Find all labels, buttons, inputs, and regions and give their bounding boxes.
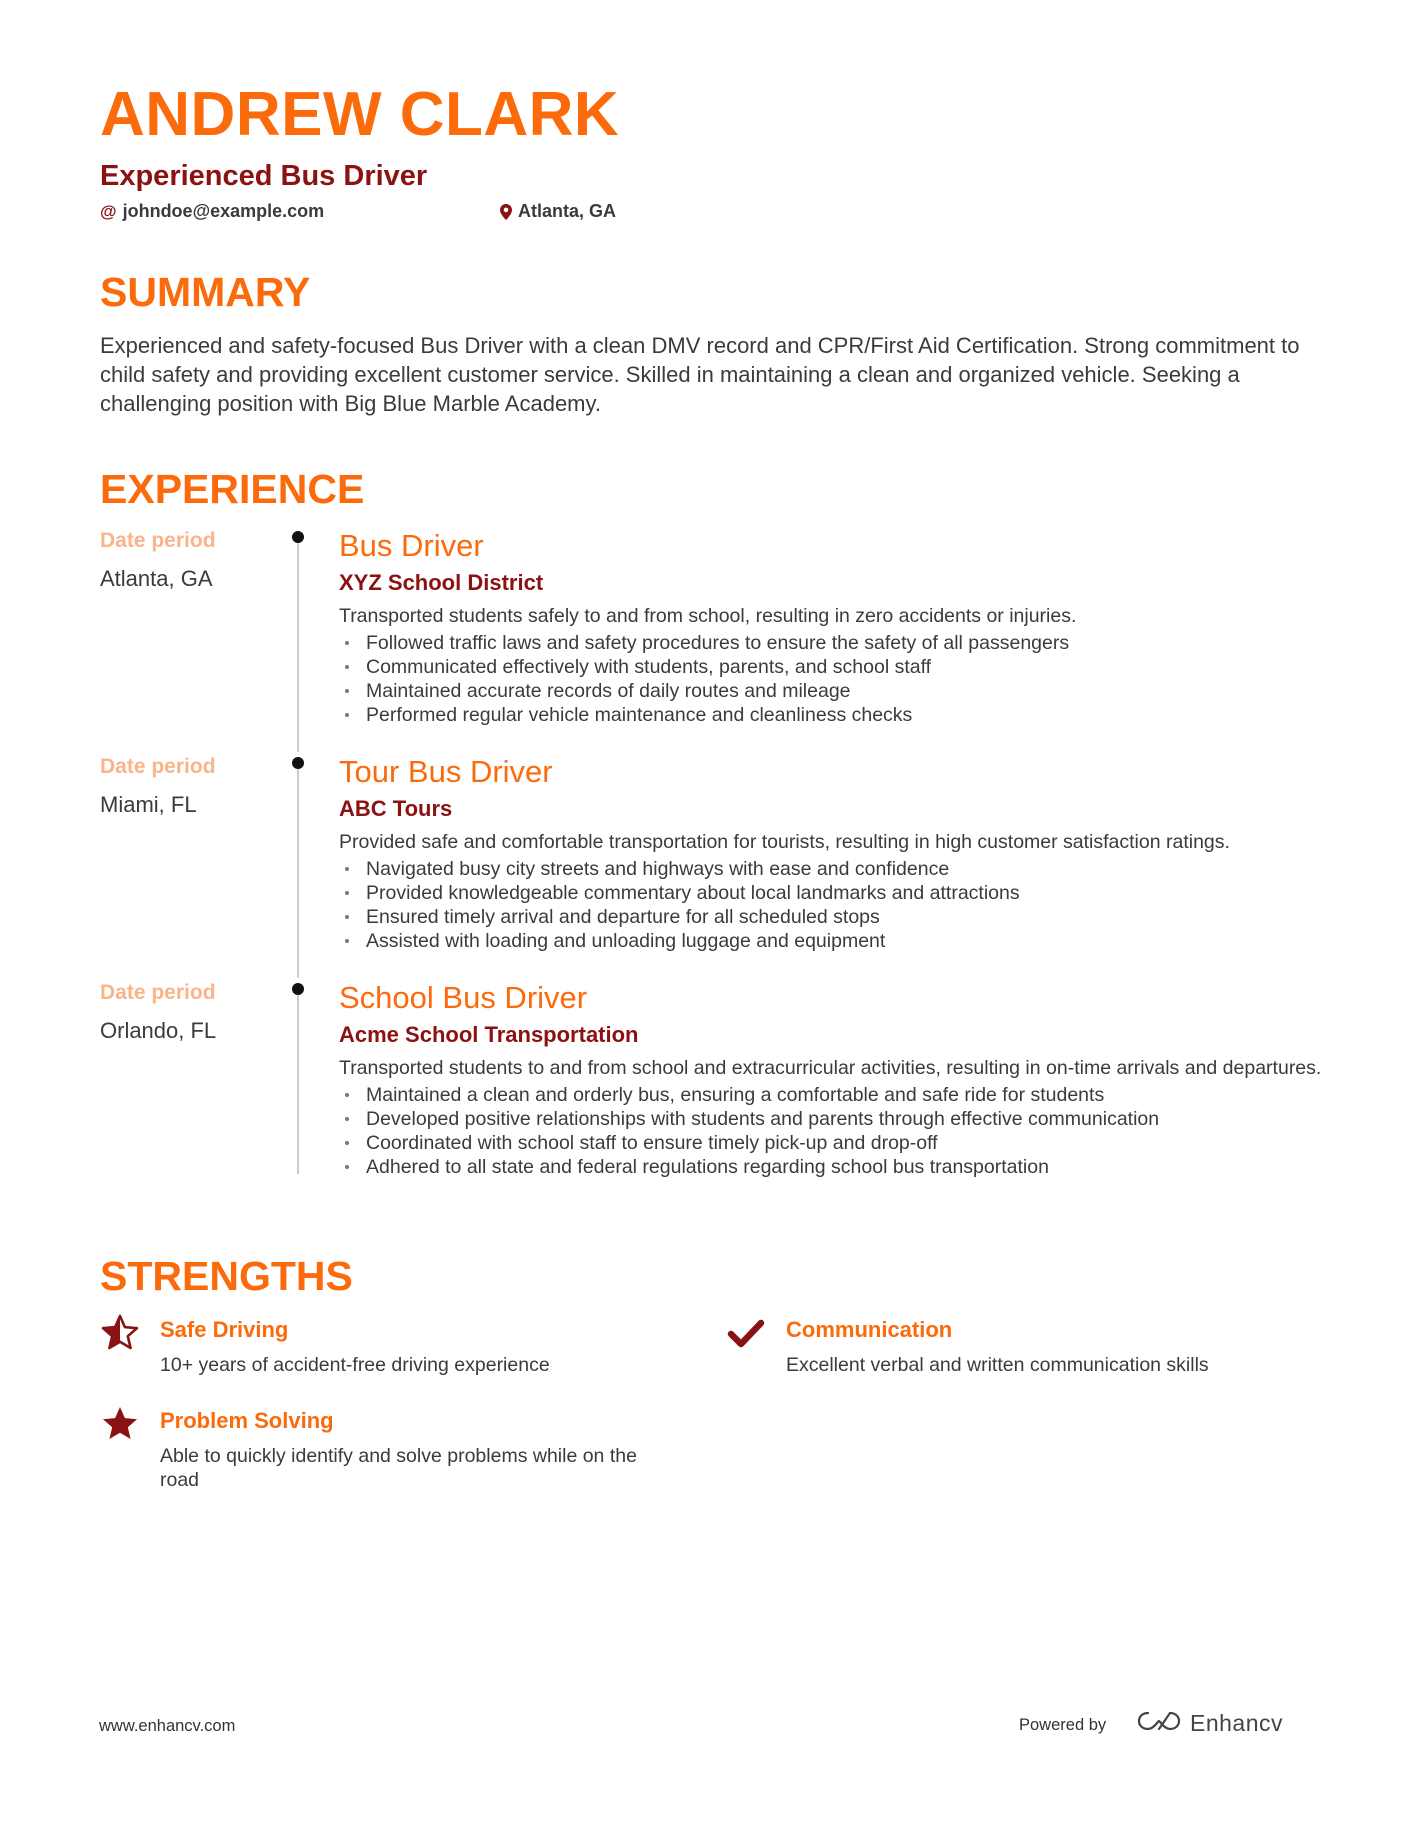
email-text: johndoe@example.com [122, 201, 325, 221]
footer-url[interactable]: www.enhancv.com [99, 1717, 236, 1735]
summary-text: Experienced and safety-focused Bus Driver with a clean DMV record and CPR/First Aid Certification. Strong commitment to child safety and providing excellent customer service. Skilled in maintaining a clean and organized vehicle. Seeking a challenging position with Big Blue Marble Academy. [100, 333, 1300, 416]
experience-company: Acme School Transportation [339, 1021, 639, 1047]
experience-date: Date period [100, 755, 216, 778]
bullet-item: Provided knowledgeable commentary about local landmarks and attractions [339, 881, 1339, 905]
contact-location [500, 201, 616, 222]
bullet-item: Communicated effectively with students, parents, and school staff [339, 655, 1339, 679]
experience-title: EXPERIENCE [100, 466, 365, 512]
strength-title: Safe Driving [160, 1317, 289, 1342]
experience-location: Miami, FL [100, 792, 197, 817]
strength-title: Problem Solving [160, 1408, 334, 1433]
half-star-icon [100, 1313, 140, 1353]
bullet-item: Assisted with loading and unloading luggage and equipment [339, 929, 1339, 953]
timeline-line [297, 989, 299, 1174]
brand-name: Enhancv [1190, 1710, 1284, 1736]
at-icon: @ [100, 201, 117, 221]
experience-location: Atlanta, GA [100, 566, 213, 591]
experience-entry [339, 528, 1339, 727]
bullet-item: Navigated busy city streets and highways with ease and confidence [339, 857, 1339, 881]
bullet-item: Maintained accurate records of daily routes and mileage [339, 679, 1339, 703]
experience-bullets [339, 857, 1339, 953]
experience-role: Tour Bus Driver [339, 754, 553, 789]
check-icon [726, 1313, 766, 1353]
enhancv-logo[interactable] [1136, 1708, 1283, 1739]
experience-role: School Bus Driver [339, 980, 588, 1015]
bullet-item: Adhered to all state and federal regulations regarding school bus transportation [339, 1155, 1339, 1179]
experience-role: Bus Driver [339, 528, 484, 563]
contact-email[interactable] [100, 201, 324, 222]
strength-description: Able to quickly identify and solve problems while on the road [160, 1445, 637, 1491]
experience-bullets [339, 631, 1339, 727]
experience-entry [339, 754, 1339, 953]
candidate-headline: Experienced Bus Driver [100, 160, 428, 192]
bullet-item: Developed positive relationships with students and parents through effective communication [339, 1107, 1339, 1131]
bullet-item: Followed traffic laws and safety procedures to ensure the safety of all passengers [339, 631, 1339, 655]
infinity-logo-icon [1136, 1708, 1182, 1739]
timeline-line [297, 763, 299, 978]
bullet-item: Coordinated with school staff to ensure timely pick-up and drop-off [339, 1131, 1339, 1155]
experience-description: Transported students to and from school and extracurricular activities, resulting in on-time arrivals and departures. [339, 1057, 1322, 1080]
strength-description: Excellent verbal and written communication skills [786, 1354, 1209, 1376]
experience-entry [339, 980, 1339, 1179]
strength-description: 10+ years of accident-free driving experience [160, 1354, 550, 1376]
powered-by-label: Powered by [1019, 1716, 1107, 1734]
experience-company: XYZ School District [339, 569, 544, 595]
experience-location: Orlando, FL [100, 1018, 217, 1043]
experience-description: Provided safe and comfortable transportation for tourists, resulting in high customer satisfaction ratings. [339, 831, 1230, 854]
experience-date: Date period [100, 981, 216, 1004]
bullet-item: Ensured timely arrival and departure for all scheduled stops [339, 905, 1339, 929]
location-text: Atlanta, GA [518, 201, 617, 221]
map-pin-icon [500, 204, 512, 220]
timeline-dot [292, 531, 304, 543]
strength-title: Communication [786, 1317, 953, 1342]
strengths-title: STRENGTHS [100, 1253, 353, 1299]
bullet-item: Performed regular vehicle maintenance and cleanliness checks [339, 703, 1339, 727]
candidate-name: ANDREW CLARK [100, 80, 620, 149]
experience-description: Transported students safely to and from school, resulting in zero accidents or injuries. [339, 605, 1077, 628]
bullet-item: Maintained a clean and orderly bus, ensuring a comfortable and safe ride for students [339, 1083, 1339, 1107]
timeline-dot [292, 983, 304, 995]
experience-bullets [339, 1083, 1339, 1179]
star-icon [100, 1404, 140, 1444]
summary-title: SUMMARY [100, 269, 311, 315]
timeline-line [297, 537, 299, 752]
experience-company: ABC Tours [339, 795, 453, 821]
timeline-dot [292, 757, 304, 769]
experience-date: Date period [100, 529, 216, 552]
